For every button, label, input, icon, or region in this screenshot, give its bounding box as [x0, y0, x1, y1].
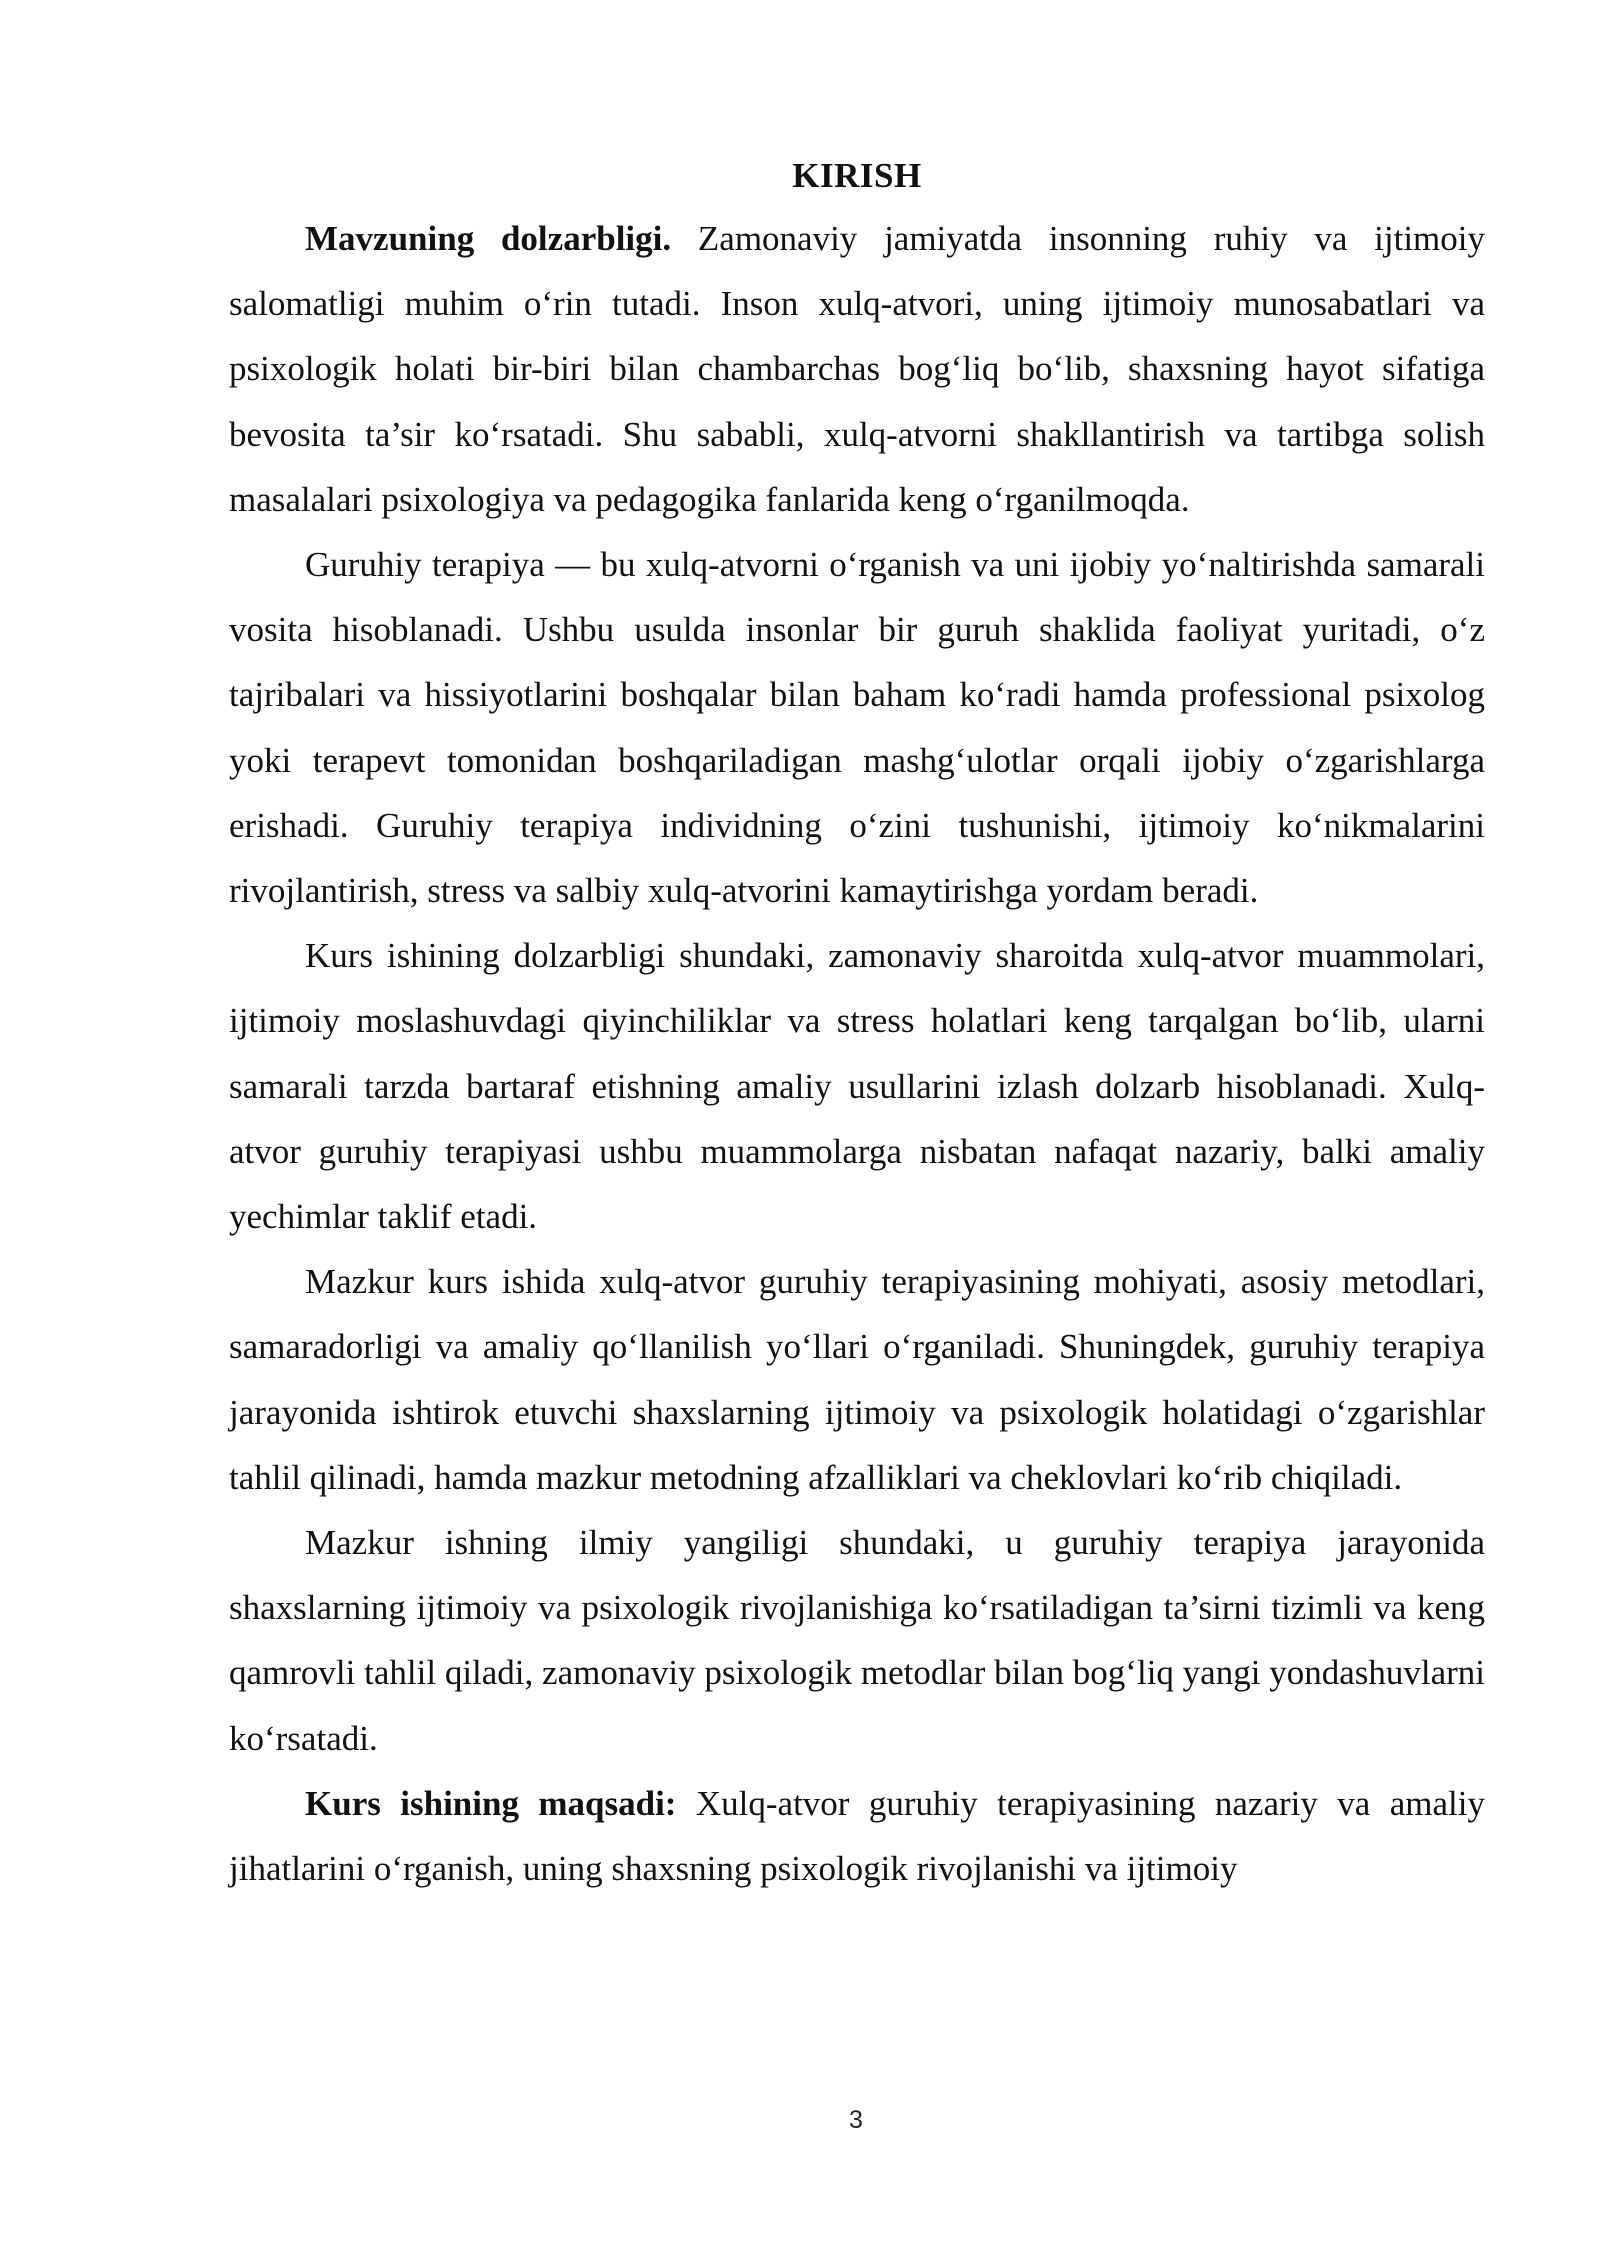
page-title: KIRISH: [792, 156, 922, 195]
paragraph-text: Mazkur kurs ishida xulq-atvor guruhiy terapiyasining mohiyati, asosiy metodlari, samaradorligi va amaliy qo‘llanilish yo‘llari o‘rganiladi. Shuningdek, guruhiy terapiya jarayonida ishtirok etuvchi shaxslarning ijtimoiy va psixologik holatidagi o‘zgarishlar tahlil qilinadi, hamda mazkur metodning afzalliklari va cheklovlari ko‘rib chiqiladi.: [229, 1262, 1485, 1497]
page-number: 3: [849, 2106, 863, 2134]
paragraph-text: Mazkur ishning ilmiy yangiligi shundaki, u guruhiy terapiya jarayonida shaxslarning ijtimoiy va psixologik rivojlanishiga ko‘rsatiladigan ta’sirni tizimli va keng qamrovli tahlil qiladi, zamonaviy psixologik metodlar bilan bog‘liq yangi yondashuvlarni ko‘rsatadi.: [229, 1523, 1485, 1758]
paragraph-text: Kurs ishining dolzarbligi shundaki, zamonaviy sharoitda xulq-atvor muammolari, ijtimoiy moslashuvdagi qiyinchiliklar va stress holatlari keng tarqalgan bo‘lib, ularni samarali tarzda bartaraf etishning amaliy usullarini izlash dolzarb hisoblanadi. Xulq-atvor guruhiy terapiyasi ushbu muammolarga nisbatan nafaqat nazariy, balki amaliy yechimlar taklif etadi.: [229, 936, 1485, 1237]
paragraph-course-relevance: [229, 923, 1485, 1249]
paragraph-course-content: [229, 1249, 1485, 1510]
paragraph-group-therapy: [229, 532, 1485, 923]
paragraph-relevance: [229, 206, 1485, 532]
paragraph-lead: Mavzuning dolzarbligi.: [305, 219, 672, 258]
paragraph-text: Guruhiy terapiya — bu xulq-atvorni o‘rganish va uni ijobiy yo‘naltirishda samarali vosita hisoblanadi. Ushbu usulda insonlar bir guruh shaklida faoliyat yuritadi, o‘z tajribalari va hissiyotlarini boshqalar bilan baham ko‘radi hamda professional psixolog yoki terapevt tomonidan boshqariladigan mashg‘ulotlar orqali ijobiy o‘zgarishlarga erishadi. Guruhiy terapiya individning o‘zini tushunishi, ijtimoiy ko‘nikmalarini rivojlantirish, stress va salbiy xulq-atvorini kamaytirishga yordam beradi.: [229, 545, 1485, 911]
paragraph-scientific-novelty: [229, 1510, 1485, 1771]
paragraph-lead: Kurs ishining maqsadi:: [305, 1783, 677, 1823]
paragraph-text: Zamonaviy jamiyatda insonning ruhiy va ijtimoiy salomatligi muhim o‘rin tutadi. Inson xulq-atvori, uning ijtimoiy munosabatlari va psixologik holati bir-biri bilan chambarchas bog‘liq bo‘lib, shaxsning hayot sifatiga bevosita ta’sir ko‘rsatadi. Shu sababli, xulq-atvorni shakllantirish va tartibga solish masalalari psixologiya va pedagogika fanlarida keng o‘rganilmoqda.: [229, 219, 1485, 519]
paragraph-text: Xulq-atvor guruhiy terapiyasining nazariy va amaliy jihatlarini o‘rganish, uning shaxsning psixologik rivojlanishi va ijtimoiy: [229, 1783, 1485, 1889]
page-content: [229, 146, 1485, 1901]
paragraph-course-goal: [229, 1771, 1485, 1901]
